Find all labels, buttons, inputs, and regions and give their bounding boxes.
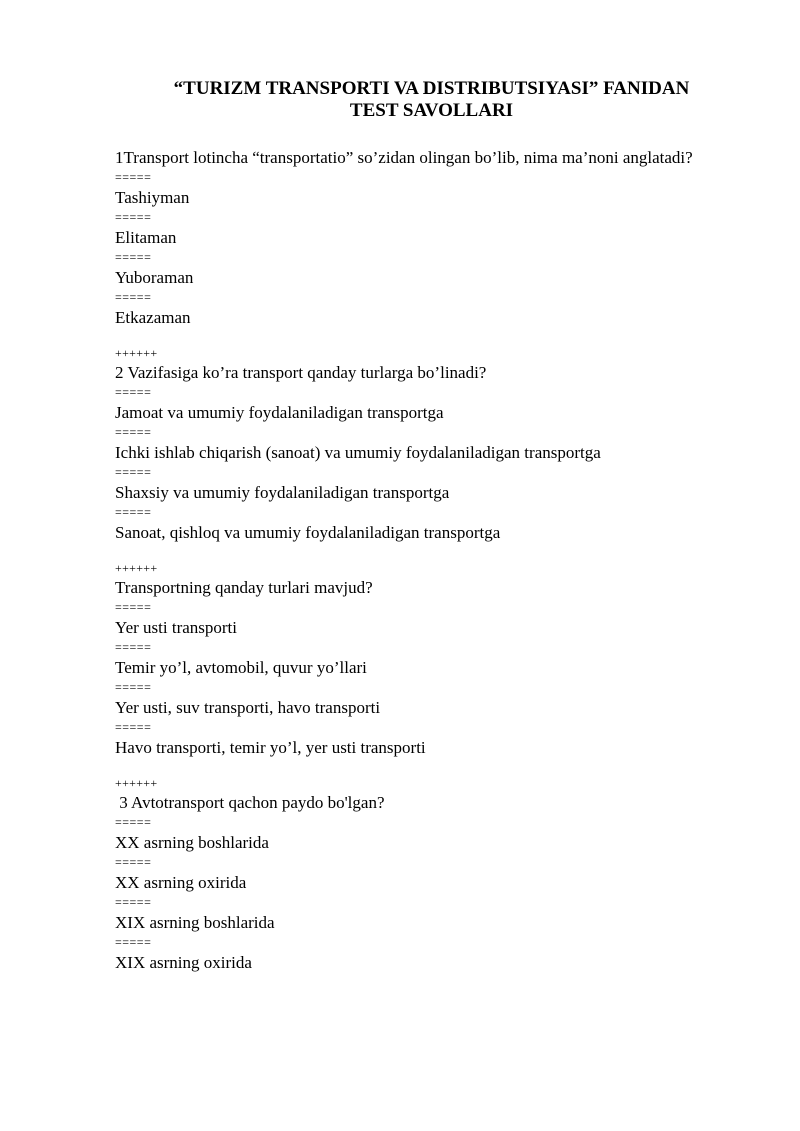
answer-option: XIX asrning boshlarida	[115, 913, 275, 932]
answer-separator: =====	[115, 385, 152, 399]
answer-separator: =====	[115, 895, 152, 909]
answer-option: XX asrning oxirida	[115, 873, 247, 892]
question-separator: ++++++	[115, 776, 158, 790]
question-text: 1Transport lotincha “transportatio” so’zidan olingan bo’lib, nima ma’noni anglatadi?	[115, 148, 693, 167]
answer-separator: =====	[115, 505, 152, 519]
answer-option: Etkazaman	[115, 308, 191, 327]
answer-separator: =====	[115, 640, 152, 654]
answer-option: Sanoat, qishloq va umumiy foydalaniladigan transportga	[115, 523, 501, 542]
title-line-2: TEST SAVOLLARI	[349, 100, 514, 121]
answer-option: Temir yo’l, avtomobil, quvur yo’llari	[115, 658, 367, 677]
question-separator: ++++++	[115, 346, 158, 360]
answer-option: Jamoat va umumiy foydalaniladigan transportga	[115, 403, 444, 422]
answer-option: Shaxsiy va umumiy foydalaniladigan transportga	[115, 483, 450, 502]
question-text: 3 Avtotransport qachon paydo bo'lgan?	[115, 793, 385, 812]
document-page	[115, 78, 742, 974]
answer-separator: =====	[115, 465, 152, 479]
title-line-1: “TURIZM TRANSPORTI VA DISTRIBUTSIYASI” FANIDAN	[173, 78, 690, 99]
question-block	[115, 147, 742, 329]
answer-separator: =====	[115, 720, 152, 734]
question-block	[115, 345, 742, 544]
question-separator: ++++++	[115, 561, 158, 575]
question-block	[115, 560, 742, 759]
question-text: 2 Vazifasiga ko’ra transport qanday turlarga bo’linadi?	[115, 363, 487, 382]
answer-option: Havo transporti, temir yo’l, yer usti transporti	[115, 738, 426, 757]
answer-option: Tashiyman	[115, 188, 190, 207]
question-block	[115, 775, 742, 974]
answer-option: Ichki ishlab chiqarish (sanoat) va umumiy foydalaniladigan transportga	[115, 443, 601, 462]
answer-separator: =====	[115, 935, 152, 949]
answer-separator: =====	[115, 425, 152, 439]
answer-option: XIX asrning oxirida	[115, 953, 252, 972]
answer-separator: =====	[115, 170, 152, 184]
answer-separator: =====	[115, 815, 152, 829]
answer-option: XX asrning boshlarida	[115, 833, 269, 852]
answer-separator: =====	[115, 250, 152, 264]
answer-option: Elitaman	[115, 228, 177, 247]
answer-option: Yuboraman	[115, 268, 194, 287]
answer-separator: =====	[115, 680, 152, 694]
answer-separator: =====	[115, 600, 152, 614]
answer-separator: =====	[115, 290, 152, 304]
document-title	[115, 78, 742, 122]
answer-option: Yer usti transporti	[115, 618, 237, 637]
answer-separator: =====	[115, 210, 152, 224]
answer-separator: =====	[115, 855, 152, 869]
answer-option: Yer usti, suv transporti, havo transporti	[115, 698, 381, 717]
question-text: Transportning qanday turlari mavjud?	[115, 578, 373, 597]
